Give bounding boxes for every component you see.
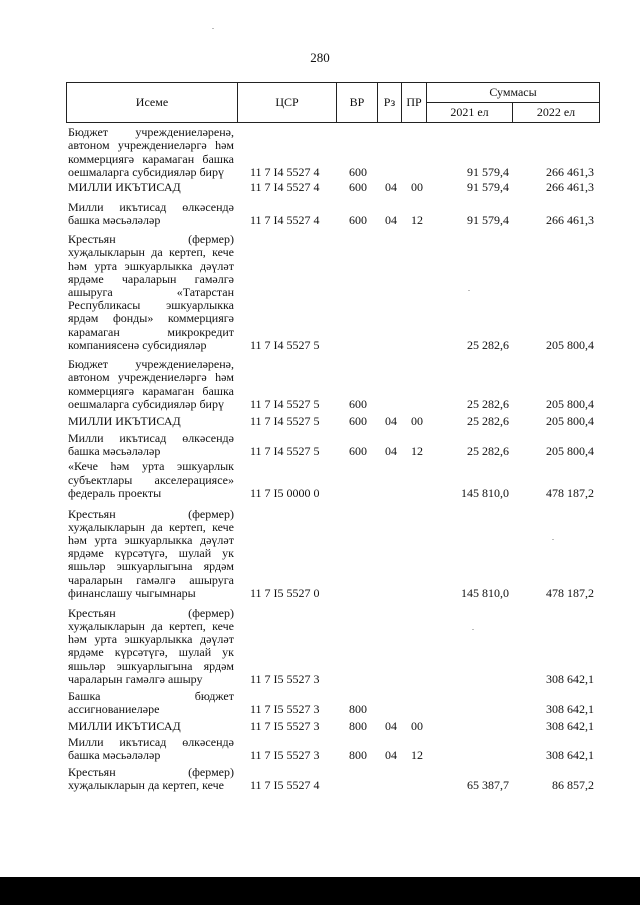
row-vr-code: 600 — [349, 212, 367, 227]
row-name: МИЛЛИ ИКЪТИСАД — [68, 179, 181, 194]
row-amount-2022: 266 461,3 — [546, 164, 594, 179]
row-amount-2022: 308 642,1 — [546, 671, 594, 686]
row-name: Милли икътисад өлкәсендә башка мәсьәләләр — [68, 430, 234, 458]
row-pr-code: 12 — [411, 443, 423, 458]
row-csr-code: 11 7 I4 5527 4 — [250, 212, 320, 227]
row-pr-code: 00 — [411, 179, 423, 194]
row-rz-code: 04 — [385, 179, 397, 194]
row-amount-2021: 25 282,6 — [467, 396, 509, 411]
row-csr-code: 11 7 I5 5527 3 — [250, 701, 320, 716]
row-amount-2022: 308 642,1 — [546, 701, 594, 716]
header-year-2022: 2022 ел — [513, 103, 600, 123]
row-vr-code: 600 — [349, 443, 367, 458]
row-amount-2022: 308 642,1 — [546, 718, 594, 733]
row-pr-code: 00 — [411, 413, 423, 428]
row-amount-2022: 205 800,4 — [546, 396, 594, 411]
scan-speck — [472, 629, 474, 630]
row-amount-2022: 205 800,4 — [546, 337, 594, 352]
row-amount-2022: 478 187,2 — [546, 585, 594, 600]
row-csr-code: 11 7 I4 5527 4 — [250, 164, 320, 179]
row-amount-2022: 266 461,3 — [546, 179, 594, 194]
scan-speck — [212, 28, 214, 29]
row-name: Башка бюджет ассигнованиеләре — [68, 688, 234, 716]
row-vr-code: 800 — [349, 718, 367, 733]
header-name: Исеме — [67, 83, 238, 123]
row-name: Крестьян (фермер) хуҗалыкларын да кертеп, кече һәм урта эшкуарлыкка дәүләт ярдәме күрсәтүгә, шулай ук яшьләр эшкуарлыгына ярдәм чараларын гамәлгә ашыру — [68, 605, 234, 686]
row-amount-2021: 91 579,4 — [467, 179, 509, 194]
row-csr-code: 11 7 I5 5527 3 — [250, 718, 320, 733]
row-pr-code: 00 — [411, 718, 423, 733]
row-pr-code: 12 — [411, 212, 423, 227]
row-rz-code: 04 — [385, 212, 397, 227]
row-name: Бюджет учреждениеләренә, автоном учреждениеләргә һәм коммерциягә карамаган башка оешмаларга субсидияләр бирү — [68, 357, 234, 411]
row-csr-code: 11 7 I5 5527 3 — [250, 671, 320, 686]
page-number: 280 — [310, 50, 330, 65]
row-name: Крестьян (фермер) хуҗалыкларын да кертеп, кече — [68, 764, 234, 792]
row-rz-code: 04 — [385, 718, 397, 733]
scan-bottom-border — [0, 877, 640, 905]
row-csr-code: 11 7 I5 5527 0 — [250, 585, 320, 600]
row-rz-code: 04 — [385, 413, 397, 428]
row-amount-2021: 91 579,4 — [467, 164, 509, 179]
row-rz-code: 04 — [385, 443, 397, 458]
row-csr-code: 11 7 I4 5527 5 — [250, 443, 320, 458]
row-amount-2021: 91 579,4 — [467, 212, 509, 227]
row-name: Крестьян (фермер) хуҗалыкларын да кертеп, кече һәм урта эшкуарлыкка дәүләт ярдәме чараларын гамәлгә ашыруга «Татарстан Республикасы эшкуарлыкка ярдәм фонды» коммерциягә карамаган микрокредит компаниясенә субсидияләр — [68, 232, 234, 352]
row-name: Милли икътисад өлкәсендә башка мәсьәләләр — [68, 199, 234, 227]
row-amount-2021: 25 282,6 — [467, 337, 509, 352]
row-vr-code: 800 — [349, 747, 367, 762]
row-csr-code: 11 7 I4 5527 5 — [250, 396, 320, 411]
header-csr: ЦСР — [238, 83, 337, 123]
row-vr-code: 600 — [349, 179, 367, 194]
header-sums: Суммасы — [427, 83, 600, 103]
row-vr-code: 600 — [349, 396, 367, 411]
row-amount-2021: 25 282,6 — [467, 443, 509, 458]
row-pr-code: 12 — [411, 747, 423, 762]
row-csr-code: 11 7 I4 5527 5 — [250, 337, 320, 352]
header-rz: Рз — [378, 83, 402, 123]
row-amount-2022: 478 187,2 — [546, 485, 594, 500]
row-vr-code: 600 — [349, 164, 367, 179]
row-csr-code: 11 7 I5 5527 4 — [250, 777, 320, 792]
row-csr-code: 11 7 I4 5527 4 — [250, 179, 320, 194]
row-amount-2021: 65 387,7 — [467, 777, 509, 792]
scan-speck — [552, 539, 554, 540]
row-name: Бюджет учреждениеләренә, автоном учреждениеләргә һәм коммерциягә карамаган башка оешмаларга субсидияләр бирү — [68, 125, 234, 179]
row-vr-code: 800 — [349, 701, 367, 716]
row-vr-code: 600 — [349, 413, 367, 428]
row-amount-2022: 308 642,1 — [546, 747, 594, 762]
row-rz-code: 04 — [385, 747, 397, 762]
header-pr: ПР — [402, 83, 427, 123]
row-csr-code: 11 7 I5 0000 0 — [250, 485, 320, 500]
row-name: Крестьян (фермер) хуҗалыкларын да кертеп, кече һәм урта эшкуарлыкка дәүләт ярдәме күрсәтүгә, шулай ук яшьләр эшкуарлыгына ярдәм чараларын гамәлгә ашыруга финанслашу чыгымнары — [68, 506, 234, 600]
scan-speck — [468, 290, 470, 291]
row-amount-2022: 266 461,3 — [546, 212, 594, 227]
row-name: МИЛЛИ ИКЪТИСАД — [68, 413, 181, 428]
header-year-2021: 2021 ел — [427, 103, 513, 123]
row-amount-2021: 145 810,0 — [461, 585, 509, 600]
row-name: «Кече һәм урта эшкуарлык субъектлары акселерациясе» федераль проекты — [68, 459, 234, 500]
row-amount-2022: 205 800,4 — [546, 443, 594, 458]
row-name: МИЛЛИ ИКЪТИСАД — [68, 718, 181, 733]
row-csr-code: 11 7 I5 5527 3 — [250, 747, 320, 762]
row-amount-2022: 86 857,2 — [552, 777, 594, 792]
header-vr: ВР — [337, 83, 378, 123]
row-amount-2022: 205 800,4 — [546, 413, 594, 428]
row-amount-2021: 145 810,0 — [461, 485, 509, 500]
row-name: Милли икътисад өлкәсендә башка мәсьәләләр — [68, 734, 234, 762]
row-csr-code: 11 7 I4 5527 5 — [250, 413, 320, 428]
row-amount-2021: 25 282,6 — [467, 413, 509, 428]
